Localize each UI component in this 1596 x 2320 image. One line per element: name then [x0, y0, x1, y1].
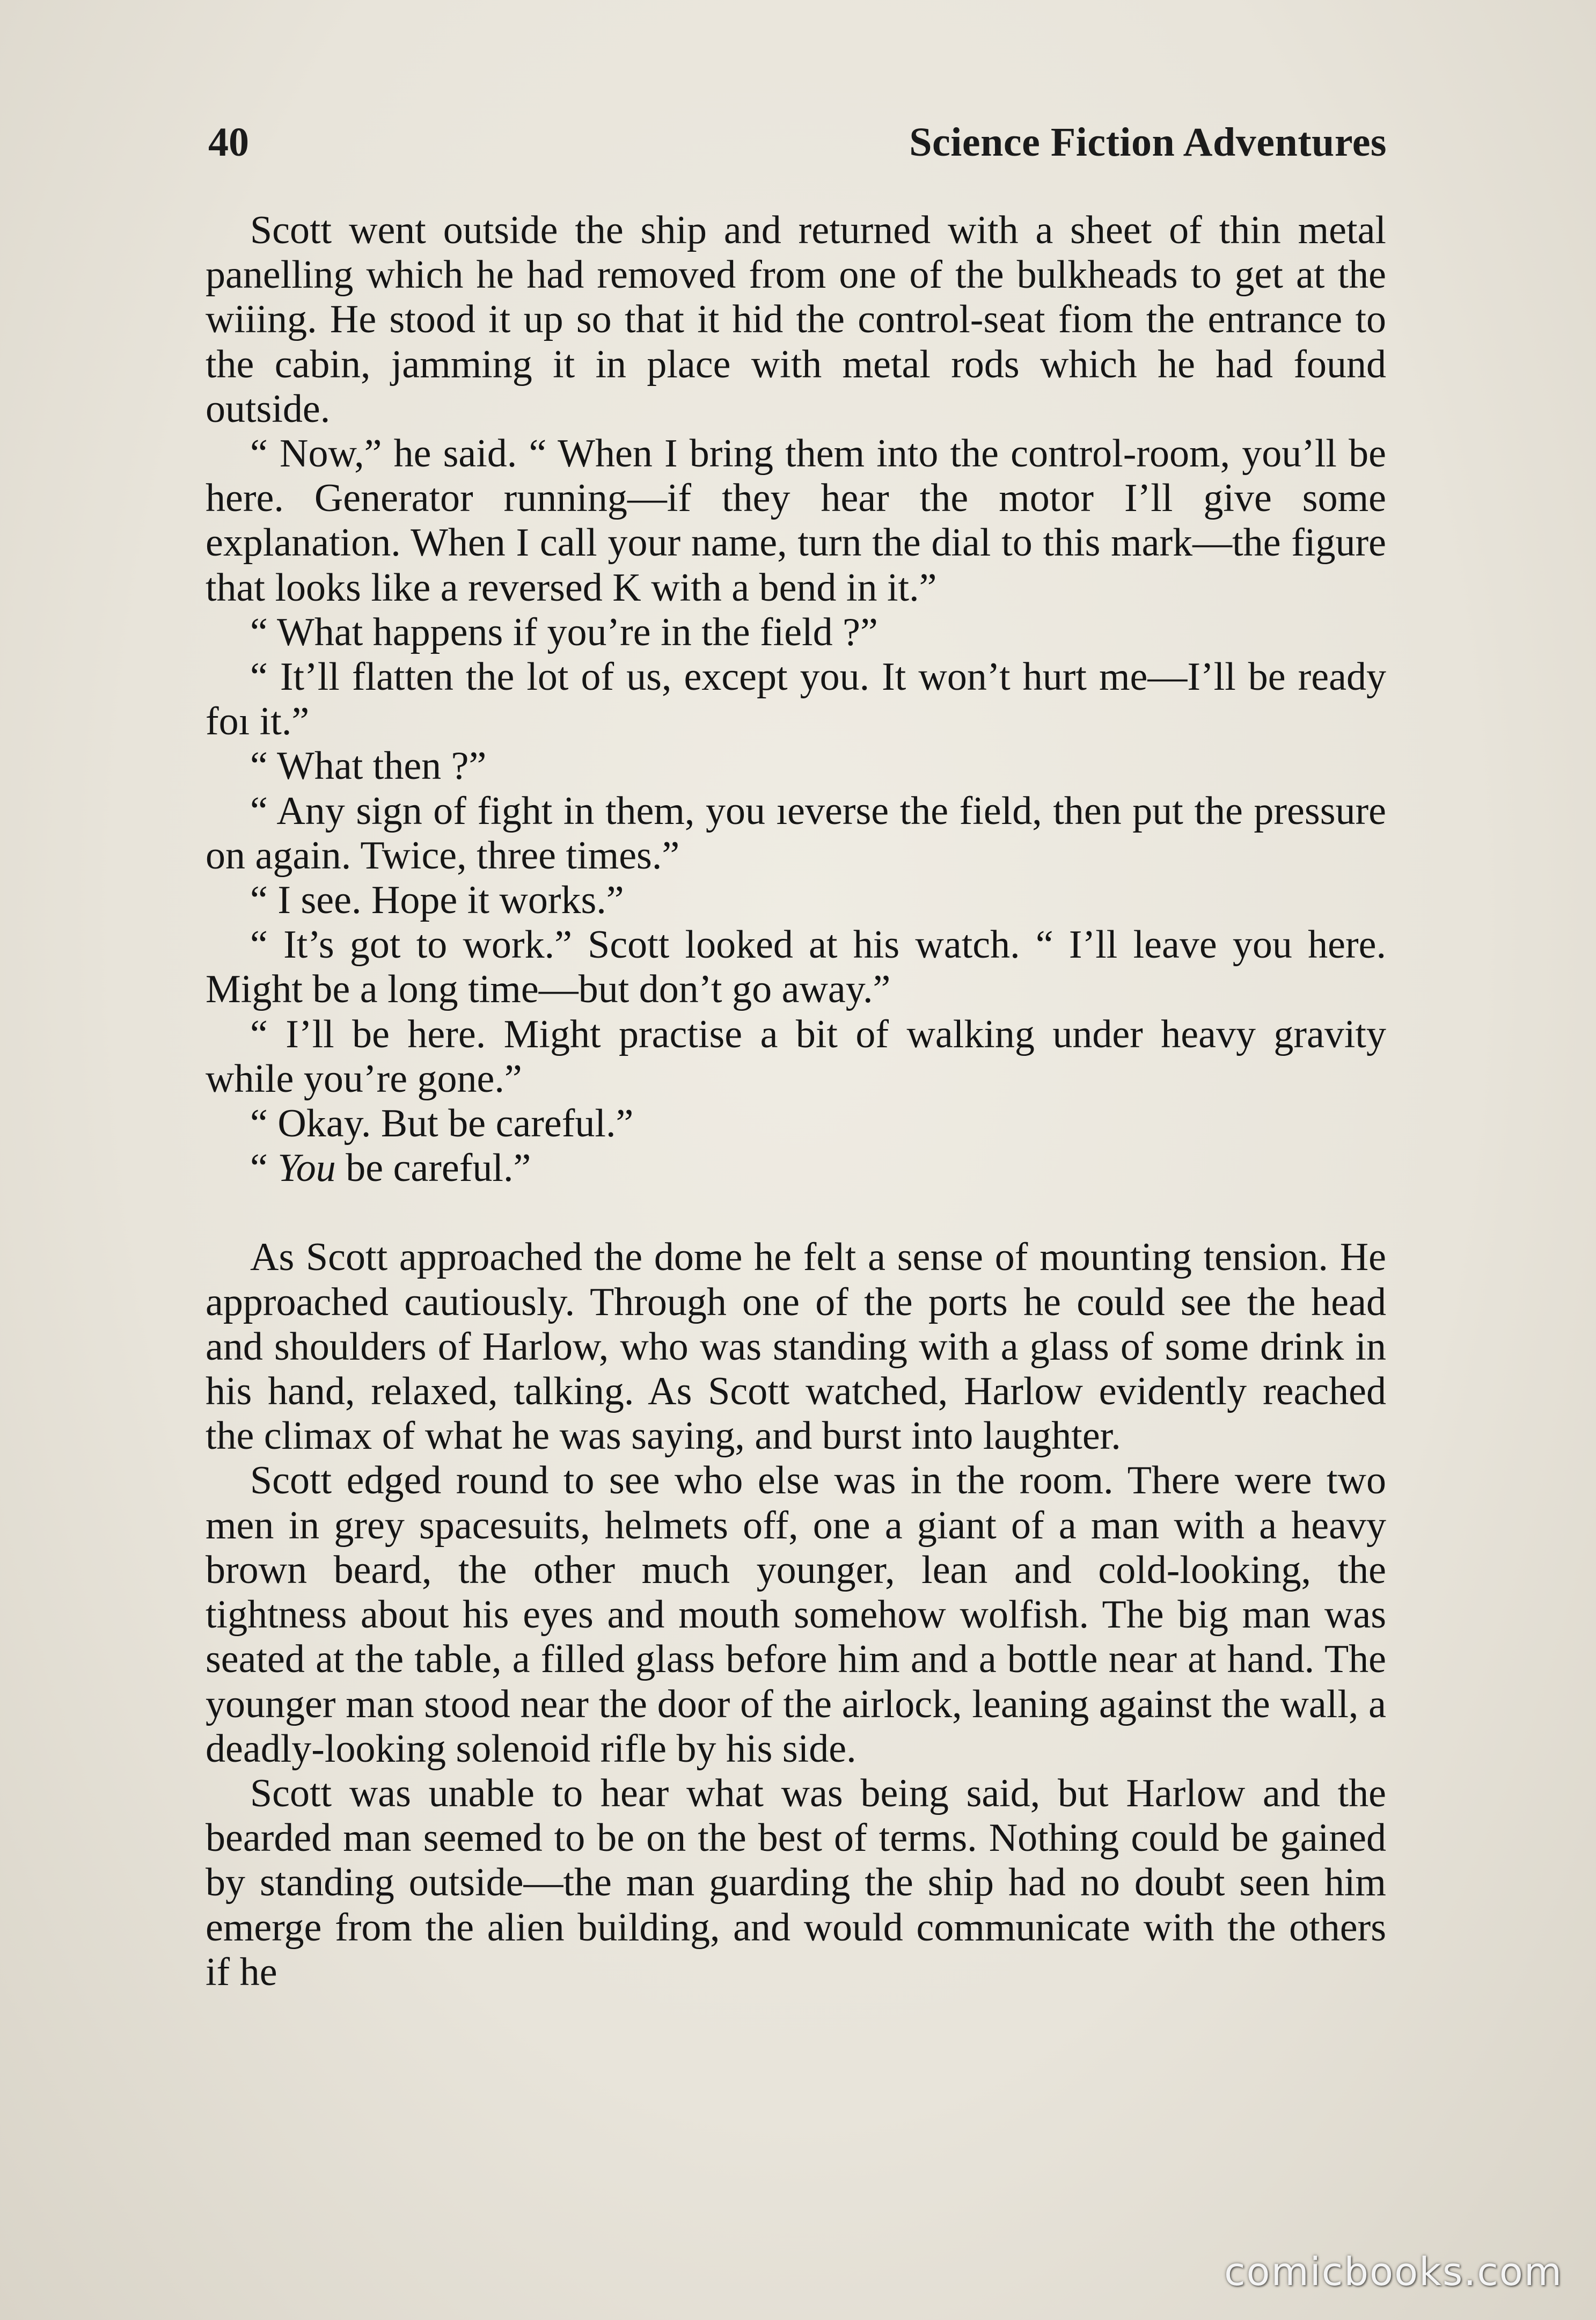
story-text — [206, 208, 1386, 1995]
paragraph-emphasis — [206, 1146, 1386, 1191]
page-header — [208, 119, 1387, 178]
open-quote: “ — [250, 1146, 268, 1191]
quote-rest: be careful.” — [335, 1146, 531, 1191]
paragraph: As Scott approached the dome he felt a sense of mounting tension. He approached cautiously. Through one of the ports he could see the head and shoulders of Harlow, who was standing with a glass of some drink in his hand, relaxed, talking. As Scott watched, Harlow evidently reached the climax of what he was saying, and burst into laughter. — [206, 1235, 1386, 1458]
paragraph: “ Any sign of fight in them, you ıeverse the field, then put the pressure on again. Twice, three times.” — [206, 789, 1386, 878]
paragraph: Scott went outside the ship and returned with a sheet of thin metal panelling which he had removed from one of the bulkheads to get at the wiiing. He stood it up so that it hid the control-seat fiom the entrance to the cabin, jamming it in place with metal rods which he had found outside. — [206, 208, 1386, 431]
paragraph: “ Now,” he said. “ When I bring them into the control-room, you’ll be here. Generator running—if they hear the motor I’ll give some explanation. When I call your name, turn the dial to this mark—the figure that looks like a reversed K with a bend in it.” — [206, 432, 1386, 610]
paragraph: “ I see. Hope it works.” — [250, 878, 624, 923]
paragraph: “ What then ?” — [250, 744, 487, 789]
paragraph: “ It’ll flatten the lot of us, except you. It won’t hurt me—I’ll be ready foı it.” — [206, 655, 1386, 744]
running-title: Science Fiction Adventures — [909, 120, 1387, 165]
paragraph: Scott was unable to hear what was being said, but Harlow and the bearded man seemed to be on the best of terms. Nothing could be gained by standing outside—the man guarding the ship had no doubt seen him emerge from the alien building, and would communicate with the others if he — [206, 1771, 1386, 1994]
paragraph: “ Okay. But be careful.” — [250, 1101, 634, 1146]
paragraph: “ I’ll be here. Might practise a bit of walking under heavy gravity while you’re gone.” — [206, 1012, 1386, 1101]
paragraph: “ What happens if you’re in the field ?” — [250, 610, 878, 654]
paragraph: “ It’s got to work.” Scott looked at his watch. “ I’ll leave you here. Might be a long time—but don’t go away.” — [206, 923, 1386, 1012]
paragraph: Scott edged round to see who else was in the room. There were two men in grey spacesuits, helmets off, one a giant of a man with a heavy brown beard, the other much younger, lean and cold-looking, the tightness about his eyes and mouth somehow wolfish. The big man was seated at the table, a filled glass before him and a bottle near at hand. The younger man stood near the door of the airlock, leaning against the wall, a deadly-looking solenoid rifle by his side. — [206, 1458, 1386, 1771]
italic-word: You — [277, 1146, 336, 1191]
watermark: comicbooks.com — [1224, 2249, 1563, 2294]
page-number: 40 — [208, 120, 249, 165]
